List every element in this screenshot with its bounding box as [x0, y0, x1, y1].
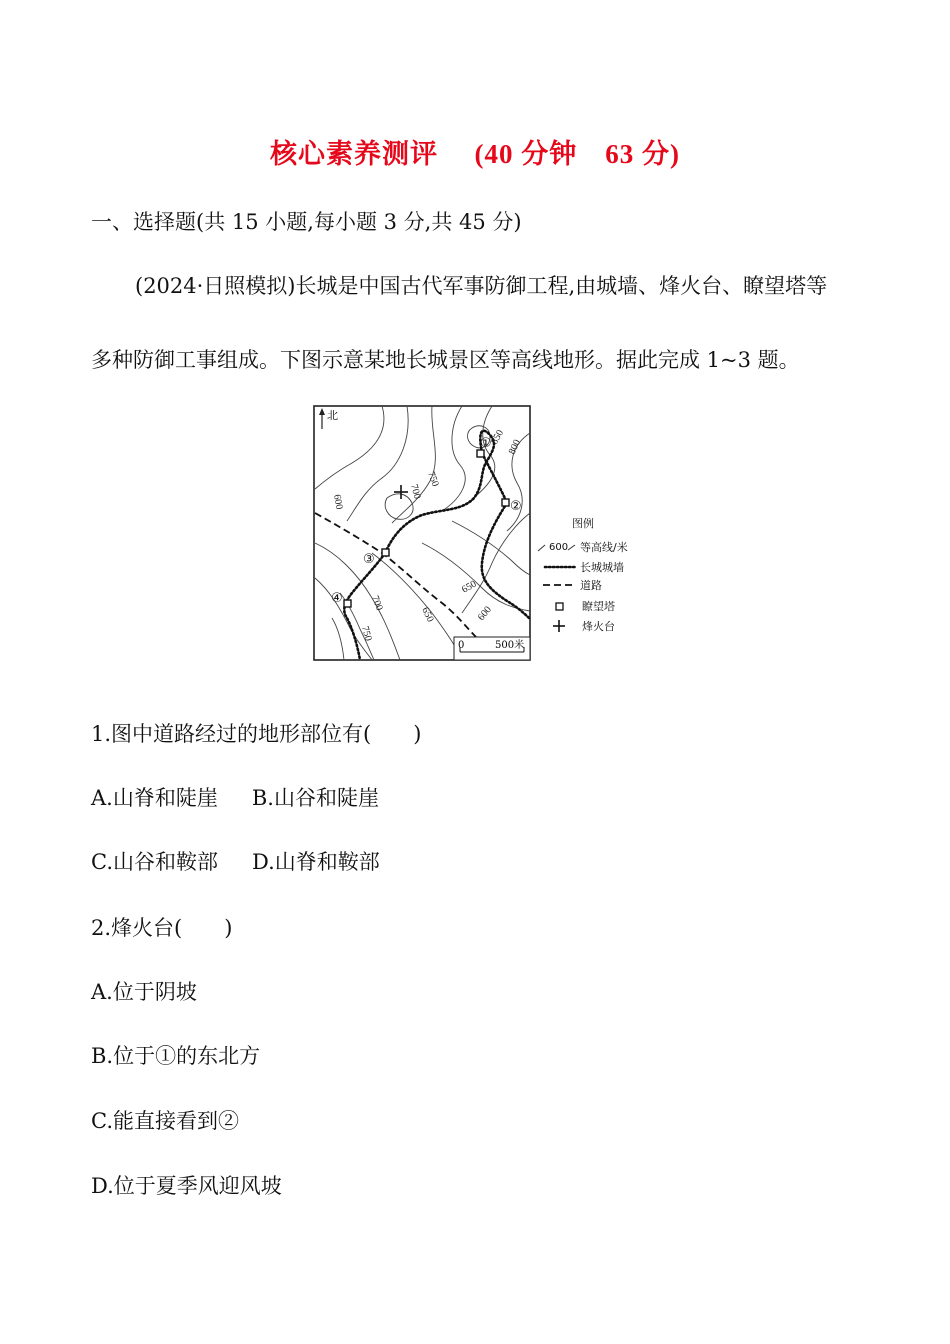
tower-marker-2: ②	[510, 499, 522, 514]
section-heading: 一、选择题(共 15 小题,每小题 3 分,共 45 分)	[91, 210, 522, 234]
tower-marker-1: ①	[480, 436, 492, 451]
contour-map-figure	[312, 403, 652, 665]
contour-label: 600	[475, 604, 494, 623]
legend-contour-value: 600	[549, 542, 569, 553]
q2-option-a[interactable]: A.位于阴坡	[91, 980, 197, 1004]
tower-marker-4: ④	[331, 591, 343, 606]
q1-option-d[interactable]: D.山脊和鞍部	[252, 850, 380, 874]
legend-contour: 等高线/米	[580, 541, 628, 554]
title-main: 核心素养测评	[270, 139, 439, 169]
contour-label: 800	[506, 438, 524, 457]
question-1-options-row-1	[91, 782, 379, 812]
contour-label: 700	[369, 594, 385, 613]
q2-option-c[interactable]: C.能直接看到②	[91, 1109, 239, 1133]
page-title	[0, 132, 950, 171]
contour-label: 850	[489, 428, 507, 447]
contour-label: 650	[419, 605, 436, 624]
legend-title: 图例	[572, 517, 594, 530]
q2-option-b[interactable]: B.位于①的东北方	[91, 1044, 261, 1068]
contour-label: 650	[460, 578, 479, 596]
stem-line-2: 多种防御工事组成。下图示意某地长城景区等高线地形。据此完成 1~3 题。	[91, 348, 800, 372]
contour-label: 750	[359, 624, 374, 643]
north-label: 北	[327, 409, 338, 422]
legend-wall: 长城城墙	[580, 561, 624, 574]
question-1-stem: 1.图中道路经过的地形部位有( )	[91, 722, 422, 746]
legend-road: 道路	[580, 579, 602, 592]
tower-marker-3: ③	[363, 552, 375, 567]
q1-option-c[interactable]: C.山谷和鞍部	[91, 850, 218, 874]
map-legend	[538, 516, 628, 633]
stem-line-1: (2024·日照模拟)长城是中国古代军事防御工程,由城墙、烽火台、瞭望塔等	[135, 274, 828, 298]
scale-zero: 0	[458, 640, 465, 651]
question-1-options-row-2	[91, 846, 380, 876]
legend-beacon-icon	[553, 620, 565, 632]
q1-option-a[interactable]: A.山脊和陡崖	[91, 786, 218, 810]
legend-beacon: 烽火台	[582, 620, 615, 633]
contour-label: 700	[408, 482, 423, 501]
contour-label: 600	[331, 493, 345, 511]
legend-tower-icon	[556, 603, 563, 610]
q1-option-b[interactable]: B.山谷和陡崖	[251, 786, 379, 810]
title-detail: (40 分钟 63 分)	[474, 139, 680, 169]
scale-distance: 500米	[495, 640, 525, 651]
question-2-stem: 2.烽火台( )	[91, 916, 233, 940]
contour-label: 750	[425, 470, 441, 489]
q2-option-d[interactable]: D.位于夏季风迎风坡	[91, 1174, 282, 1198]
scale-bar	[454, 637, 530, 660]
legend-tower: 瞭望塔	[582, 600, 615, 613]
